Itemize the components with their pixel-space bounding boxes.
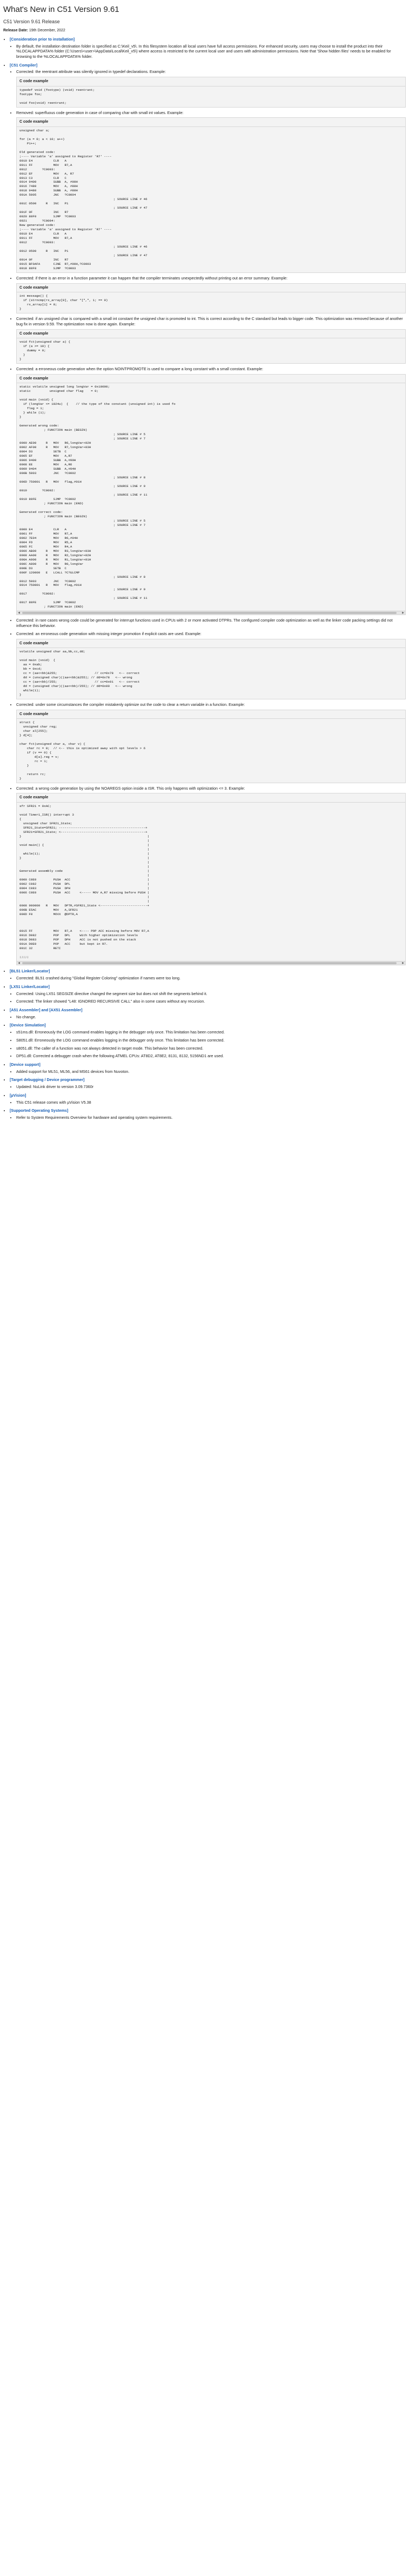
section-title[interactable]: [BL51 Linker/Locator]: [10, 969, 50, 974]
code-example-title: C code example: [17, 330, 405, 338]
sections-list: [3, 37, 406, 1120]
code-example: [16, 374, 406, 616]
horizontal-scrollbar[interactable]: [17, 611, 405, 615]
list-item: [16, 786, 406, 966]
list-item: • S8051.dll: Erroneously the LOG command enables logging in the debugger only once. This limitation has been corrected.: [16, 1038, 406, 1043]
code-example: [16, 77, 406, 107]
code-block: int message() { if (strncmp(rx_array[0], char *[",", 1; == 0) rx_array[1] = 0; }: [19, 294, 108, 311]
section-device-simulation: [10, 1023, 406, 1059]
list-item: [16, 702, 406, 783]
scroll-right-icon[interactable]: ▶: [402, 962, 404, 965]
release-subtitle: C51 Version 9.61 Release: [3, 19, 60, 25]
release-date-value: 19th December, 2022: [29, 29, 65, 33]
section-consideration: [10, 37, 406, 59]
list-item: [16, 110, 406, 273]
code-example: [16, 283, 406, 313]
item-text: • Corrected: a erroneous code generation when the option NOINTPROMOTE is used to compare a long constant with a small constant. Example:: [16, 366, 264, 372]
section-title: [Consideration prior to installation]: [10, 36, 75, 42]
list-item: [16, 69, 406, 107]
code-example: [16, 793, 406, 965]
list-item: [16, 618, 406, 628]
code-example-title: C code example: [17, 77, 405, 86]
item-text: • Removed: superfluous code generation in case of comparing char with small int values. Example:: [16, 110, 184, 115]
scrollbar-thumb[interactable]: [22, 962, 397, 964]
release-date-label: Release Date:: [3, 29, 28, 33]
section-title[interactable]: [Target debugging / Device programmer]: [10, 1077, 85, 1083]
code-example-title: C code example: [17, 118, 405, 126]
list-item: • Corrected: BL51 crashed during "Global Register Coloring" optimization if names were too long.: [16, 976, 406, 981]
section-bl51: [10, 969, 406, 980]
code-example-title: C code example: [17, 284, 405, 292]
list-item: • Corrected: The linker showed "L48: IGNORED RECURSIVE CALL" also in some cases without any recursion.: [16, 999, 406, 1004]
list-item: • Corrected: Using LX51 SEGSIZE directive changed the segment size but does not shift the segments behind it.: [16, 991, 406, 997]
section-assembler: [10, 1007, 406, 1019]
code-block: struct { unsigned char reg; char al[255]; } d[4]; char fct(unsigned char a, char v) { char rc = 0; // <-- this is optimized away with opt levels > 6 if (v == 0) { d[a].reg = v; rc = 1; } return rc; }: [19, 720, 146, 780]
scroll-left-icon[interactable]: ◀: [18, 962, 20, 965]
item-text: • Corrected: a wrong code generation by using the NOAREGS option inside a ISR. This only happens with optimization <= 3. Example:: [16, 785, 245, 791]
list-item: • DP51.dll: Corrected a debugger crash when the following ATMEL CPUs: AT8D2, AT8E2, 8131, 8132, 5156ND1 are used.: [16, 1053, 406, 1059]
code-example-title: C code example: [17, 375, 405, 383]
scroll-left-icon[interactable]: ◀: [18, 611, 20, 615]
section-title[interactable]: [Supported Operating Systems]: [10, 1108, 69, 1113]
section-title[interactable]: [Device Simulation]: [10, 1023, 46, 1028]
code-example-title: C code example: [17, 710, 405, 719]
list-item: • This C51 release comes with µVision V5.38: [16, 1100, 406, 1105]
item-text: • Corrected: under some circumstances the compiler mistakenly optimize out the code to clear a return variable in a function. Example:: [16, 702, 245, 707]
section-title[interactable]: [A51 Assembler] and [AX51 Assembler]: [10, 1007, 83, 1012]
code-example: [16, 329, 406, 364]
list-item: [16, 631, 406, 699]
code-block: unsigned char a; for (a = 0; a < 10; a++) P1++; Old generated code: ;---- Variable 'a' assigned to Register 'R7' ---- 0010 E4 CLR A 0011 FF MOV R7,A 0012 ?C0003: 0012 EF MOV A, R7 0013 C3 CLR C 0014 9400 SUBB A, #00H 0016 7480 MOV A, #80H 0018 9480 SUBB A, #80H 001A 5005 JNC ?C0004 ; SOURCE LINE # 46 001C 0500 R INC P1 ; SOURCE LINE # 47 001F 0F INC R7 0020 80F0 SJMP ?C0003 0021 ?C0004: New generated code: ;---- Variable 'a' assigned to Register 'R7' ---- 0010 E4 CLR A 0011 FF MOV R7,A 0012 ?C0003: ; SOURCE LINE # 46 0012 0500 R INC P1 ; SOURCE LINE # 47 0014 0F INC R7 0015 BF0AFA CJNE R7,#00H,?C0003 0018 80F8 SJMP ?C0003: [19, 128, 147, 271]
list-item: [16, 316, 406, 364]
code-example-title: C code example: [17, 639, 405, 648]
section-uvision: [10, 1093, 406, 1105]
horizontal-scrollbar[interactable]: [17, 961, 405, 965]
item-text: • Corrected: the reentrant attribute was silently ignored in typedef declarations. Example:: [16, 69, 166, 75]
list-item: [16, 276, 406, 313]
item-text: • Corrected: if there is an error in a function parameter it can happen that the compiler terminates unexpectedly without printing out an error summary. Example:: [16, 276, 288, 281]
list-item: • No change.: [16, 1015, 406, 1020]
section-title[interactable]: [LX51 Linker/Locator]: [10, 984, 50, 989]
list-item: • s8051.dll: The caller of a function was not always detected in target mode. This behavior has been corrected.: [16, 1046, 406, 1051]
scrollbar-thumb[interactable]: [22, 612, 397, 614]
list-item: • Updated: NuLink driver to version 3.09.7360r: [16, 1084, 406, 1090]
list-item: • Refer to System Requirements Overview for hardware and operating system requirements.: [16, 1115, 406, 1120]
item-text: • Corrected: if an unsigned char is compared with a small int constant the unsigned char is promoted to int. This is correct according to the C standard but leads to bigger code. This optimization was removed because of another bug fix in version 9.59. The optimization now is done again. Example:: [16, 316, 403, 326]
code-block: static volatile unsigned long longVar = 0x10000; static unsigned char flag = 0; void main (void) { if (longVar <= 1024u) { // the type of the constant (unsigned int) is used fo flag = 1; } while (1); } Generated wrong code: ; FUNCTION main (BEGIN) ; SOURCE LINE # 5 ; SOURCE LINE # 7 0000 AE00 R MOV R6,longVar+02H 0002 AF00 R MOV R7,longVar+03H 0004 D3 SETB C 0005 EF MOV A,R7 0006 9400 SUBB A,#00H 0008 EE MOV A,R6 0009 9404 SUBB A,#04H 000B 5003 JNC ?C0002 ; SOURCE LINE # 8 000D 750001 R MOV flag,#01H ; SOURCE LINE # 9 0010 ?C0002: ; SOURCE LINE # 11 0010 80FE SJMP ?C0002 ; FUNCTION main (END) Generated correct code: ; FUNCTION main (BEGIN) ; SOURCE LINE # 5 ; SOURCE LINE # 7 0000 E4 CLR A 0001 FF MOV R7,A 0002 7E04 MOV R6,#04H 0004 FD MOV R5,A 0005 FC MOV R4,A 0006 AB00 R MOV R3,longVar+03H 0008 AA00 R MOV R2,longVar+02H 000A A900 R MOV R1,longVar+01H 000C A800 R MOV R0,longVar 000E D3 SETB C 000F 120000 E LCALL ?C?ULCMP ; SOURCE LINE # 8 0012 5003 JNC ?C0002 0014 750001 R MOV flag,#01H ; SOURCE LINE # 9 0017 ?C0002: ; SOURCE LINE # 11 0017 80FE SJMP ?C0002 ; FUNCTION main (END): [19, 385, 176, 609]
item-text: • Corrected: in rare cases wrong code could be generated for interrupt functions used in CPUs with 2 or more activated DTPRs. The configured compiler code optimization as well as the linker code packing settings did not influence this behavior.: [16, 618, 393, 629]
list-item: • Added support for ML51, ML56, and MS61 devices from Nuvoton.: [16, 1069, 406, 1075]
section-title[interactable]: [C51 Compiler]: [10, 62, 38, 68]
section-device-support: [10, 1062, 406, 1074]
code-example: [16, 117, 406, 273]
list-item: [16, 44, 406, 59]
section-lx51: [10, 984, 406, 1004]
section-title[interactable]: [Device support]: [10, 1062, 41, 1067]
section-target-debugging: [10, 1077, 406, 1089]
item-text: • By default, the installation destination folder is specified as C:\Keil_v5\. In this filesystem location all local users have full access permissions. For enhanced security, users may choose to install the product into their %LOCALAPPDATA% folder (C:\Users\<user>\AppData\Local\Keil_v5\) where access is restricted to the current local user and users with administration permissions. Note that 'Show hidden files' needs to be enabled for browsing to the %LOCALAPPDATA% folder.: [16, 43, 391, 59]
code-block: sfr SFR21 = 0xAC; void Timer1_ISR() interrupt 3 { unsigned char SFR21_State; SFR21_State=SFR21; ----------------------------------------------+ SFR21=SFR21_State; <---------------------------------------------+ } | | void main() { | | while(1); | } | | | Generated assembly code | | 0000 C0E0 PUSH ACC | 0002 C082 PUSH DPL | 0004 C083 PUSH DPH | 0006 C0E0 PUSH ACC <----- MOV A,R7 missing before PUSH | | | 0008 900000 R MOV DPTR,#SFR21_State <-------------------------+ 000B E5AC MOV A,SFR21 000D F0 MOVX @DPTR,A 0015 FF MOV R7,A <---- POP ACC missing before MOV R7,A 0016 D082 POP DPL With higher optimization levels 0018 D083 POP DPH ACC is not pushed on the stack 001A D0E0 POP ACC but kept in R7. 001C 32 RETI ;;;;;: [19, 804, 150, 959]
code-example: [16, 710, 406, 783]
code-block: volatile unsigned char aa,bb,cc,dd; void main (void) { aa = 0xab; bb = 0xcd; cc = (aa<<bb)&255; // cc=0x78 <-- correct dd = (unsigned char)((aa<<bb)&255); // dd=0x78 <-- wrong cc = (aa<<bb)/255; // cc=0x01 <-- correct dd = (unsigned char)((aa<<bb)/255); // dd=0x00 <-- wrong while(1); }: [19, 649, 140, 697]
code-block: typedef void (footype) (void) reentrant; footype foo; void foo(void) reentrant;: [19, 88, 95, 105]
section-supported-os: [10, 1108, 406, 1120]
list-item: [16, 366, 406, 615]
scroll-right-icon[interactable]: ▶: [402, 611, 404, 615]
code-block: void fct(unsigned char a) { if (a >= 10) { dummy = 0; } }: [19, 340, 70, 362]
code-example: [16, 639, 406, 699]
page-title: What's New in C51 Version 9.61: [3, 5, 119, 14]
release-notes-page: [0, 0, 409, 1120]
item-text: • Corrected: an erroneous code generation with missing integer promotion if explicit casts are used. Example:: [16, 631, 202, 636]
code-example-title: C code example: [17, 793, 405, 802]
c51-items: [10, 69, 406, 965]
release-date: [3, 28, 406, 33]
list-item: • s51ms.dll: Erroneously the LOG command enables logging in the debugger only once. This limitation has been corrected.: [16, 1030, 406, 1035]
section-c51-compiler: [10, 63, 406, 966]
section-title[interactable]: [µVision]: [10, 1092, 26, 1098]
